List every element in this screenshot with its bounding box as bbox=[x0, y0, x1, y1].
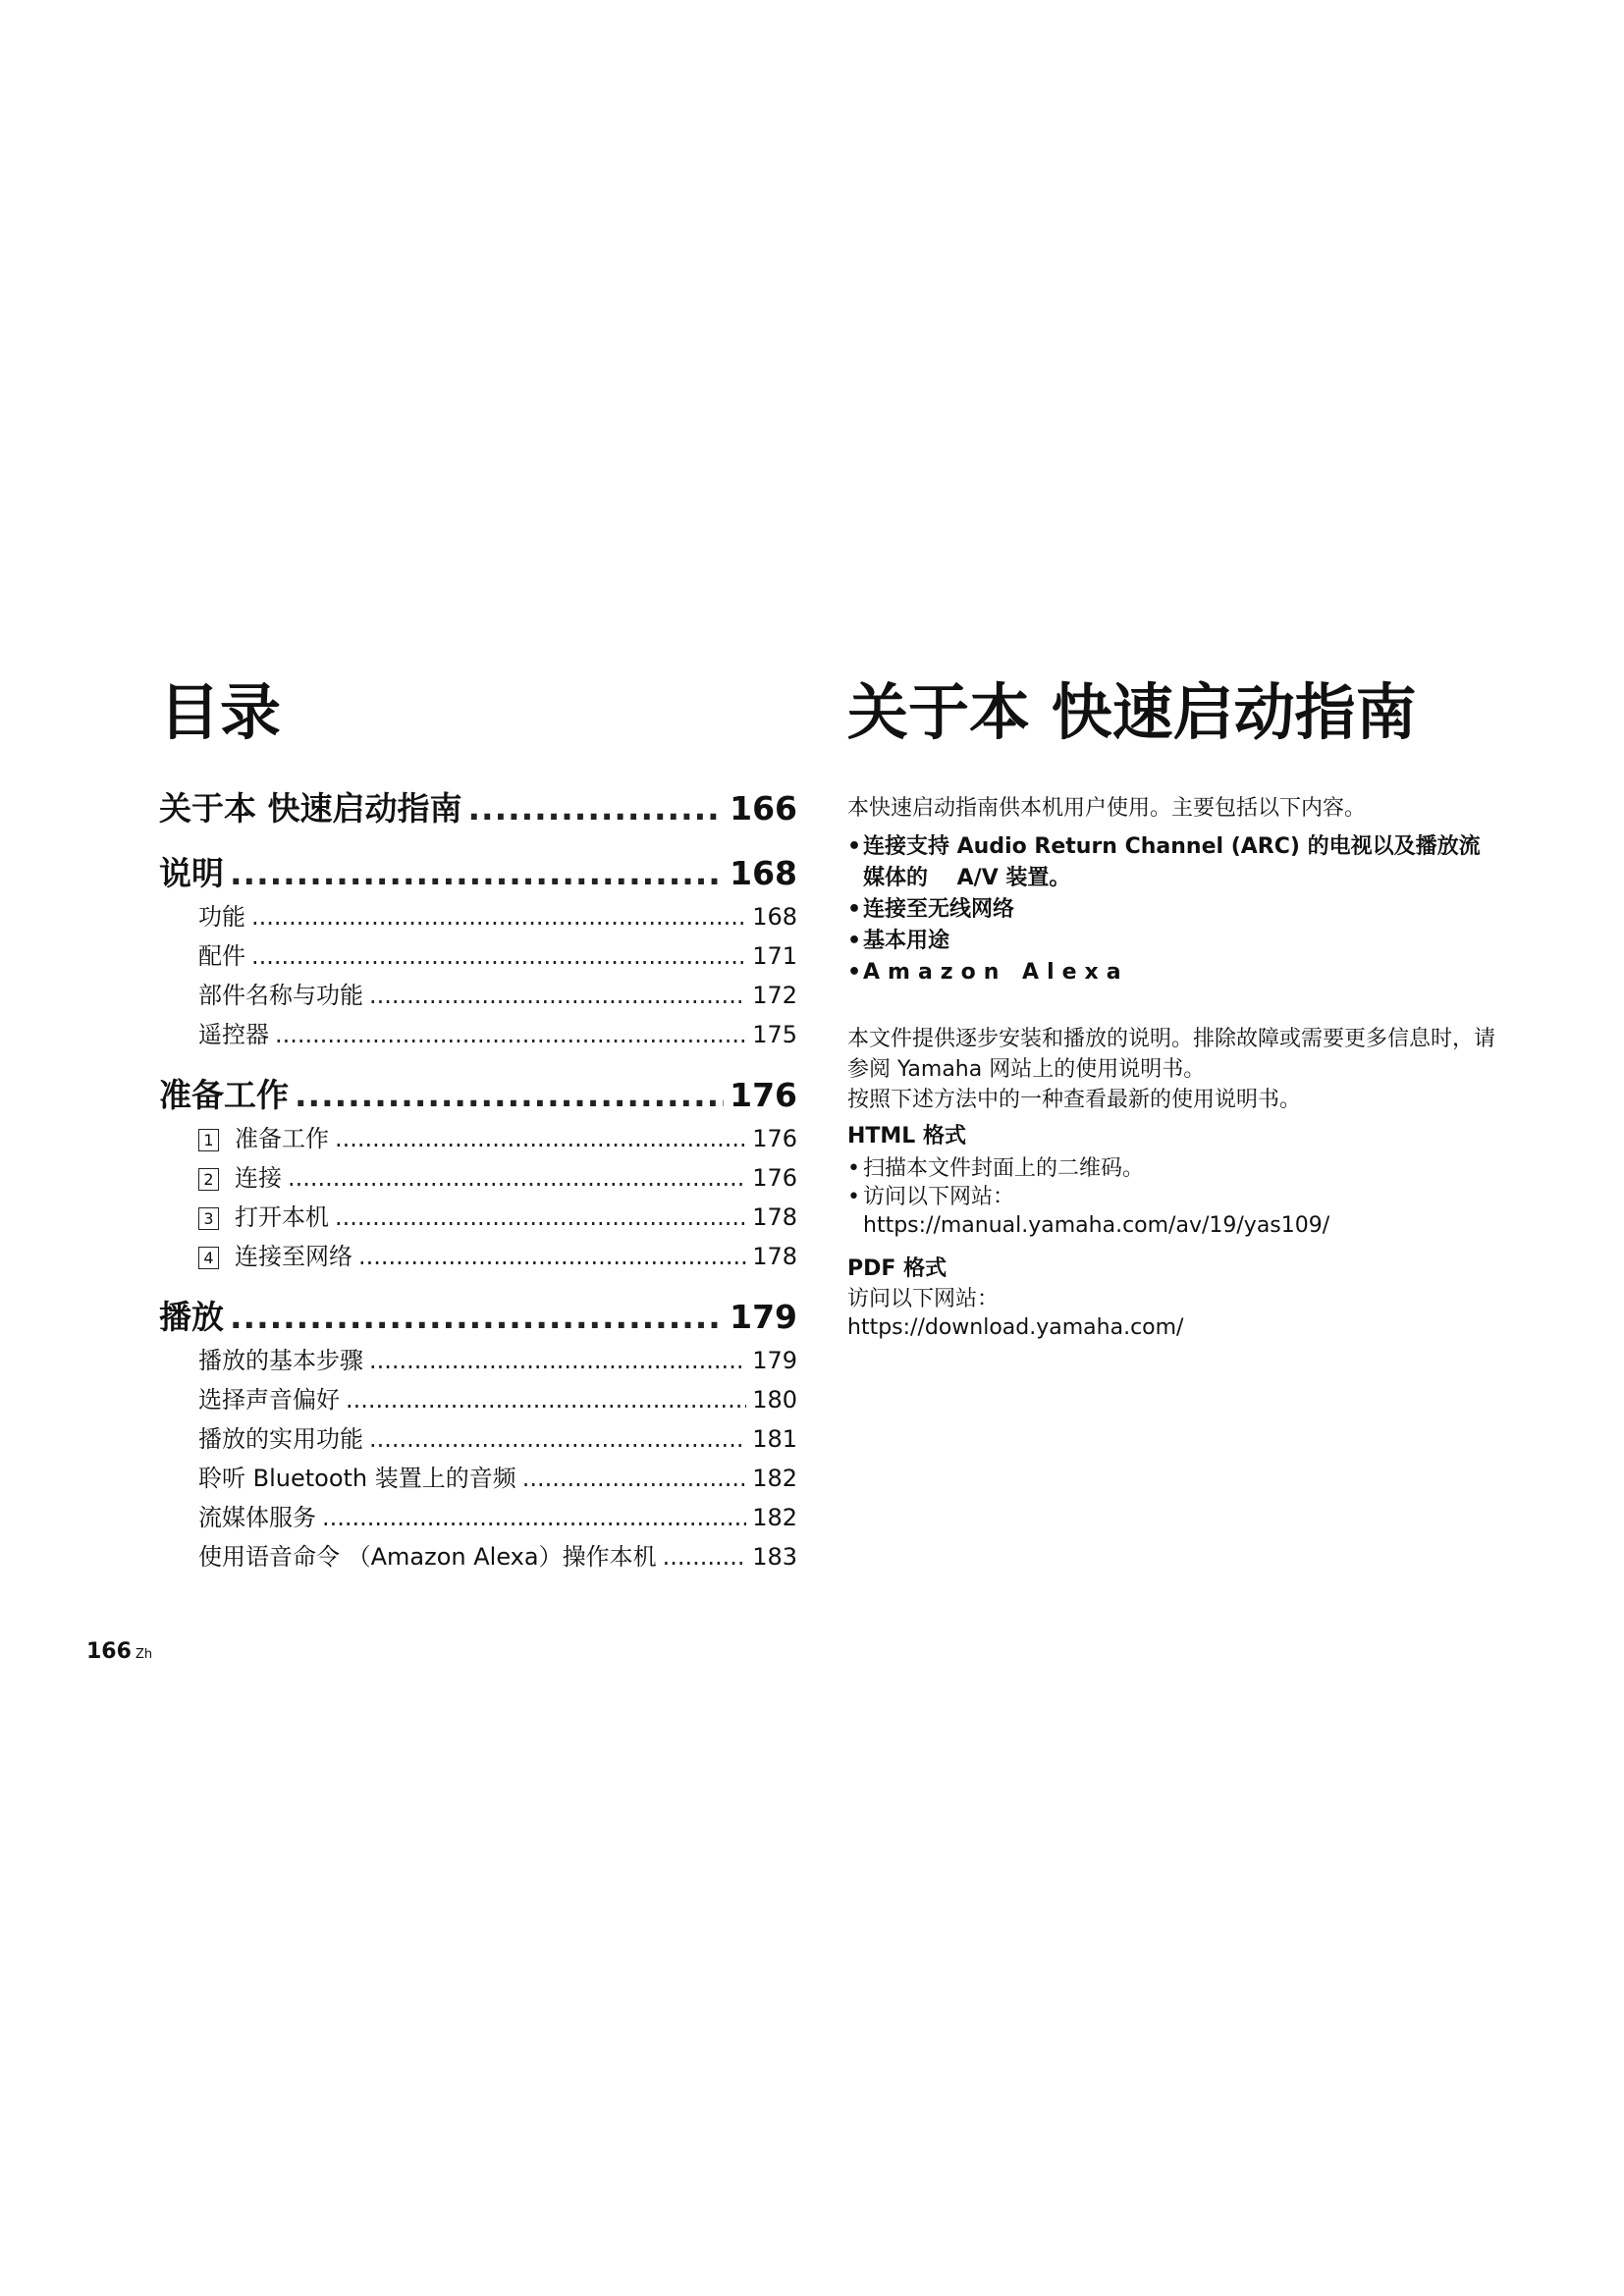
toc-item-step-4[interactable] bbox=[159, 1237, 797, 1276]
pdf-download-link[interactable]: https://download.yamaha.com/ bbox=[847, 1315, 1184, 1340]
toc-item-label: 聆听 Bluetooth 装置上的音频 bbox=[198, 1465, 516, 1492]
toc-item-remote[interactable] bbox=[159, 1015, 797, 1054]
toc-section-preparation[interactable] bbox=[159, 1076, 797, 1115]
toc-item-page: 182 bbox=[752, 1465, 797, 1492]
toc-item-label: 播放的基本步骤 bbox=[198, 1347, 363, 1374]
toc-section-page: 168 bbox=[730, 854, 797, 892]
pdf-format-heading: PDF 格式 bbox=[847, 1256, 947, 1281]
pdf-visit-text: 访问以下网站： bbox=[847, 1287, 1000, 1311]
toc-item-label: 选择声音偏好 bbox=[198, 1386, 340, 1414]
toc-item-accessories[interactable] bbox=[159, 936, 797, 976]
toc-item-page: 179 bbox=[752, 1347, 797, 1374]
list-item-arc bbox=[847, 831, 1495, 894]
step-number-box: 1 bbox=[198, 1129, 219, 1151]
list-item-text: 连接支持 Audio Return Channel (ARC) 的电视以及播放流 bbox=[863, 834, 1481, 859]
toc-section-label: 说明 bbox=[159, 854, 224, 892]
toc-item-page: 178 bbox=[752, 1243, 797, 1270]
toc-column bbox=[159, 673, 797, 1576]
toc-item-page: 176 bbox=[752, 1164, 797, 1192]
list-item-text-continued: 媒体的 A/V 装置。 bbox=[863, 866, 1071, 890]
about-column bbox=[847, 673, 1495, 1342]
toc-leader-dots bbox=[358, 1237, 746, 1276]
list-item-visit-site bbox=[847, 1183, 1495, 1240]
html-format-list bbox=[847, 1154, 1495, 1240]
toc-leader-dots bbox=[288, 1158, 746, 1198]
toc-leader-dots bbox=[335, 1119, 746, 1158]
toc-leader-dots bbox=[369, 1341, 746, 1380]
html-format-heading: HTML 格式 bbox=[847, 1124, 966, 1148]
toc-item-page: 181 bbox=[752, 1425, 797, 1453]
toc-leader-dots bbox=[369, 1419, 746, 1459]
step-number-box: 4 bbox=[198, 1247, 219, 1269]
toc-item-page: 178 bbox=[752, 1203, 797, 1231]
toc-item-page: 171 bbox=[752, 942, 797, 970]
list-item-alexa: • Amazon Alexa bbox=[847, 957, 1495, 988]
toc-leader-dots bbox=[468, 789, 725, 828]
toc-leader-dots bbox=[251, 897, 746, 936]
toc-leader-dots bbox=[369, 976, 746, 1015]
about-title: 关于本 快速启动指南 bbox=[847, 676, 1417, 748]
toc-section-page: 176 bbox=[730, 1076, 797, 1114]
toc-item-page: 180 bbox=[752, 1386, 797, 1414]
toc-section-description[interactable] bbox=[159, 854, 797, 893]
manual-info-text: 本文件提供逐步安装和播放的说明。排除故障或需要更多信息时，请参阅 Yamaha 网站上的使用说明书。 bbox=[847, 1027, 1496, 1082]
toc-item-bluetooth[interactable] bbox=[159, 1459, 797, 1498]
toc-leader-dots bbox=[522, 1459, 746, 1498]
toc-leader-dots bbox=[322, 1498, 746, 1537]
toc-item-label: 配件 bbox=[198, 942, 245, 970]
toc-item-voice-control[interactable] bbox=[159, 1537, 797, 1576]
toc-item-label: 功能 bbox=[198, 903, 245, 931]
toc-section-label: 关于本 快速启动指南 bbox=[159, 789, 462, 828]
toc-item-part-names[interactable] bbox=[159, 976, 797, 1015]
toc-item-label: 流媒体服务 bbox=[198, 1504, 316, 1531]
toc-item-label: 部件名称与功能 bbox=[198, 982, 363, 1009]
toc-leader-dots bbox=[663, 1537, 747, 1576]
list-item-basic-use: • 基本用途 bbox=[847, 926, 1495, 957]
toc-title: 目录 bbox=[159, 676, 282, 748]
toc-item-label: 连接至网络 bbox=[235, 1243, 352, 1270]
toc-item-page: 182 bbox=[752, 1504, 797, 1531]
toc-leader-dots bbox=[295, 1076, 724, 1115]
toc-section-label: 播放 bbox=[159, 1298, 224, 1336]
html-manual-link[interactable]: https://manual.yamaha.com/av/19/yas109/ bbox=[863, 1213, 1330, 1238]
toc-item-label: 使用语音命令 （Amazon Alexa）操作本机 bbox=[198, 1543, 657, 1571]
toc-list bbox=[159, 789, 797, 1576]
toc-item-sound-pref[interactable] bbox=[159, 1380, 797, 1419]
toc-leader-dots bbox=[251, 936, 746, 976]
toc-item-streaming[interactable] bbox=[159, 1498, 797, 1537]
toc-section-label: 准备工作 bbox=[159, 1076, 289, 1114]
toc-item-step-3[interactable] bbox=[159, 1198, 797, 1237]
toc-leader-dots bbox=[230, 1298, 724, 1337]
step-number-box: 3 bbox=[198, 1207, 219, 1230]
toc-leader-dots bbox=[275, 1015, 746, 1054]
page-number-value: 166 bbox=[86, 1639, 132, 1664]
toc-item-step-1[interactable] bbox=[159, 1119, 797, 1158]
toc-item-basic-steps[interactable] bbox=[159, 1341, 797, 1380]
manual-info-block bbox=[847, 1024, 1495, 1342]
toc-item-label: 遥控器 bbox=[198, 1021, 269, 1048]
toc-item-step-2[interactable] bbox=[159, 1158, 797, 1198]
list-item-text: 访问以下网站： bbox=[863, 1185, 1015, 1209]
toc-section-page: 166 bbox=[730, 789, 797, 828]
list-item-scan-qr: • 扫描本文件封面上的二维码。 bbox=[847, 1154, 1495, 1183]
toc-item-page: 168 bbox=[752, 903, 797, 931]
toc-section-playback[interactable] bbox=[159, 1298, 797, 1337]
toc-item-page: 183 bbox=[752, 1543, 797, 1571]
toc-section-page: 179 bbox=[730, 1298, 797, 1336]
toc-item-label: 打开本机 bbox=[235, 1203, 329, 1231]
about-contents-list bbox=[847, 831, 1495, 988]
toc-leader-dots bbox=[230, 854, 724, 893]
page-number bbox=[86, 1639, 152, 1664]
step-number-box: 2 bbox=[198, 1168, 219, 1191]
toc-item-label: 播放的实用功能 bbox=[198, 1425, 363, 1453]
toc-item-page: 176 bbox=[752, 1125, 797, 1152]
toc-item-label: 连接 bbox=[235, 1164, 282, 1192]
toc-section-about[interactable] bbox=[159, 789, 797, 828]
toc-leader-dots bbox=[335, 1198, 746, 1237]
toc-item-useful-functions[interactable] bbox=[159, 1419, 797, 1459]
about-intro: 本快速启动指南供本机用户使用。主要包括以下内容。 bbox=[847, 796, 1367, 821]
language-code: Zh bbox=[135, 1647, 153, 1662]
manual-method-text: 按照下述方法中的一种查看最新的使用说明书。 bbox=[847, 1088, 1302, 1112]
list-item-wireless: • 连接至无线网络 bbox=[847, 894, 1495, 926]
toc-item-features[interactable] bbox=[159, 897, 797, 936]
toc-leader-dots bbox=[346, 1380, 746, 1419]
toc-item-page: 175 bbox=[752, 1021, 797, 1048]
toc-item-label: 准备工作 bbox=[235, 1125, 329, 1152]
toc-item-page: 172 bbox=[752, 982, 797, 1009]
